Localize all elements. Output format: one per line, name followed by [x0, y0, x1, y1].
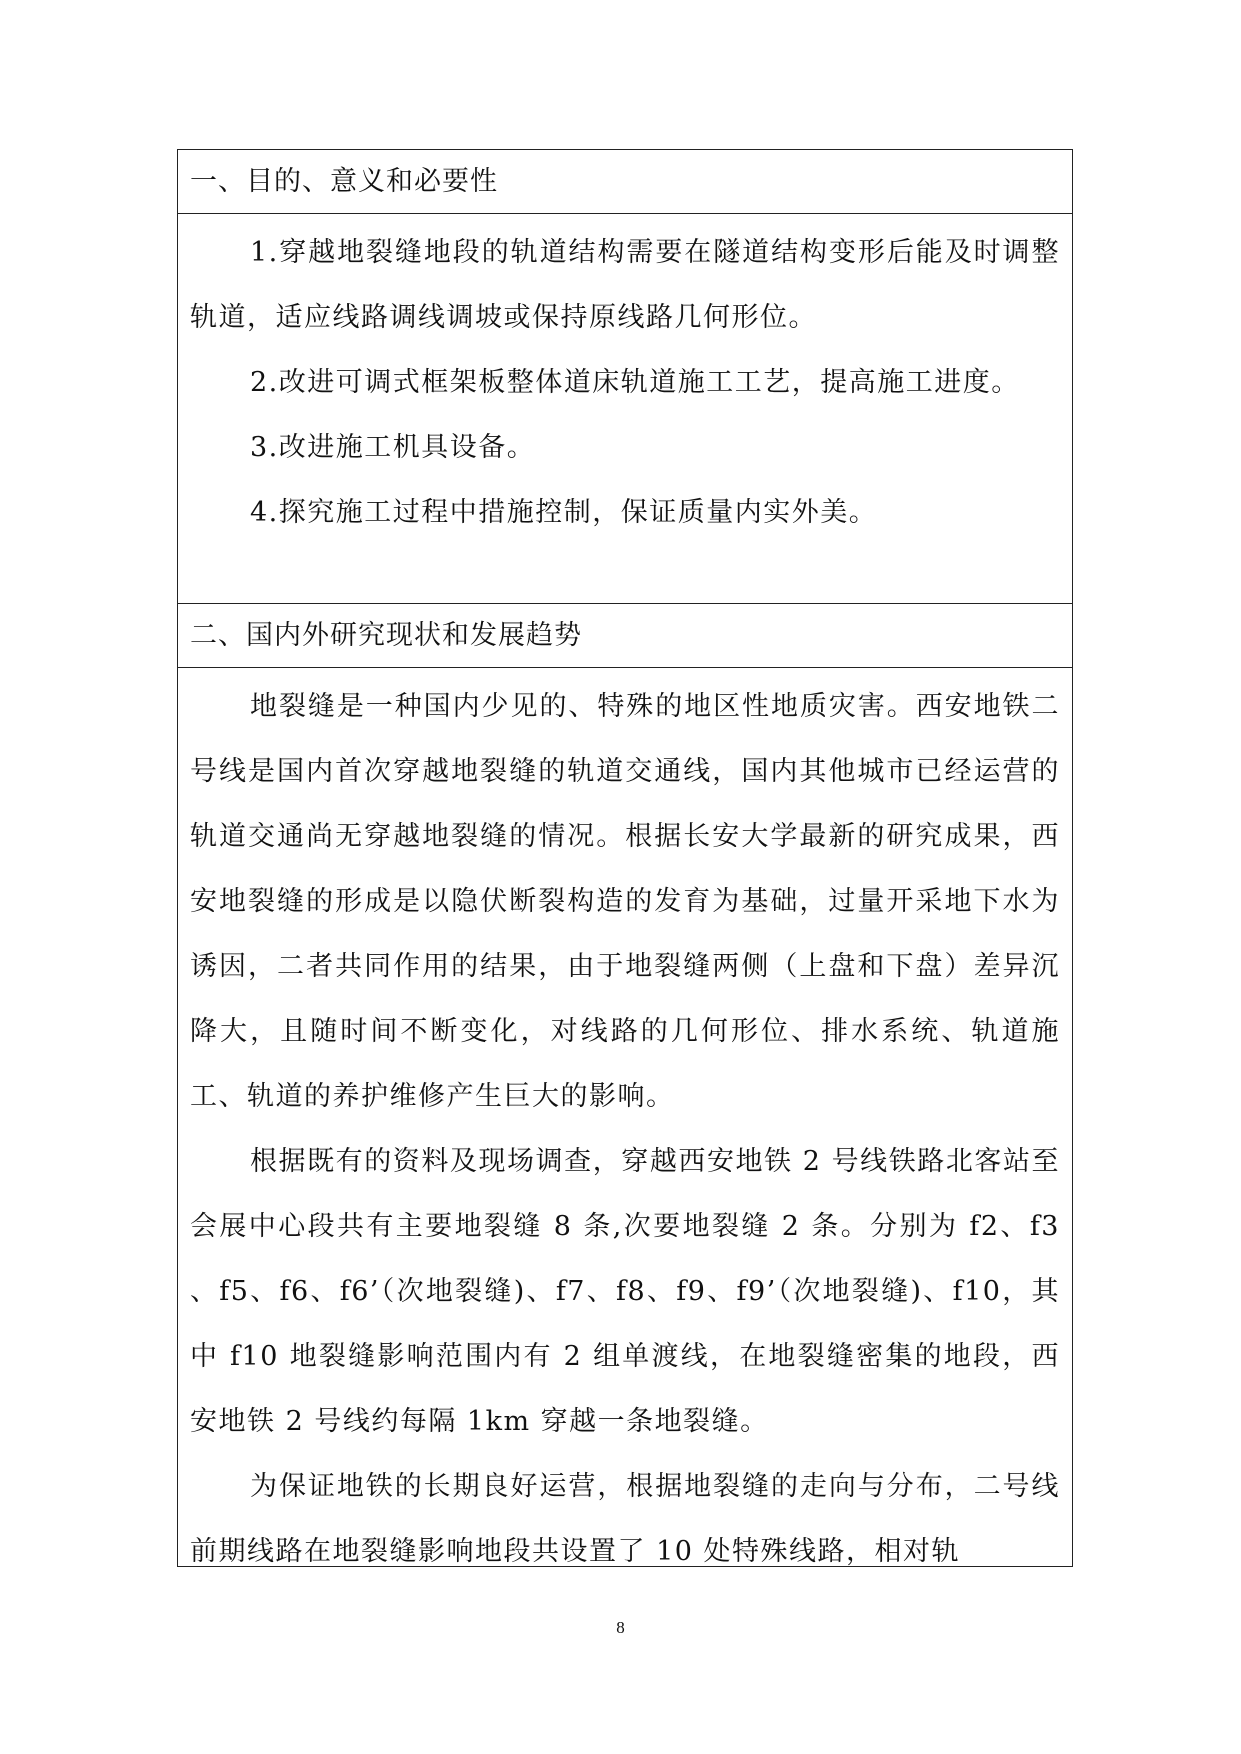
section-body-research-status [178, 668, 1072, 1566]
paragraph: 根据既有的资料及现场调查，穿越西安地铁 2 号线铁路北客站至会展中心段共有主要地裂缝 8 条,次要地裂缝 2 条。分别为 f2、f3 、f5、f6、f6’（次地裂缝)、f7、f8、f9、f9’（次地裂缝)、f10，其中 f10 地裂缝影响范围内有 2 组单渡线，在地裂缝密集的地段，西安地铁 2 号线约每隔 1km 穿越一条地裂缝。 [190, 1146, 1060, 1437]
page-number: 8 [616, 1618, 625, 1637]
paragraph: 2.改进可调式框架板整体道床轨道施工工艺，提高施工进度。 [250, 367, 1020, 398]
paragraph: 1.穿越地裂缝地段的轨道结构需要在隧道结构变形后能及时调整轨道，适应线路调线调坡或保持原线路几何形位。 [190, 237, 1060, 333]
section-heading-purpose: 一、目的、意义和必要性 [178, 150, 1072, 214]
paragraph: 3.改进施工机具设备。 [250, 432, 536, 463]
section-body-purpose [178, 214, 1072, 604]
paragraph: 地裂缝是一种国内少见的、特殊的地区性地质灾害。西安地铁二号线是国内首次穿越地裂缝的轨道交通线，国内其他城市已经运营的轨道交通尚无穿越地裂缝的情况。根据长安大学最新的研究成果，西安地裂缝的形成是以隐伏断裂构造的发育为基础，过量开采地下水为诱因，二者共同作用的结果，由于地裂缝两侧（上盘和下盘）差异沉降大，且随时间不断变化，对线路的几何形位、排水系统、轨道施工、轨道的养护维修产生巨大的影响。 [190, 691, 1060, 1112]
document-table [177, 149, 1073, 1567]
section-heading-research-status: 二、国内外研究现状和发展趋势 [178, 604, 1072, 668]
paragraph: 4.探究施工过程中措施控制，保证质量内实外美。 [250, 497, 878, 528]
paragraph: 为保证地铁的长期良好运营，根据地裂缝的走向与分布，二号线前期线路在地裂缝影响地段共设置了 10 处特殊线路，相对轨 [190, 1471, 1060, 1567]
